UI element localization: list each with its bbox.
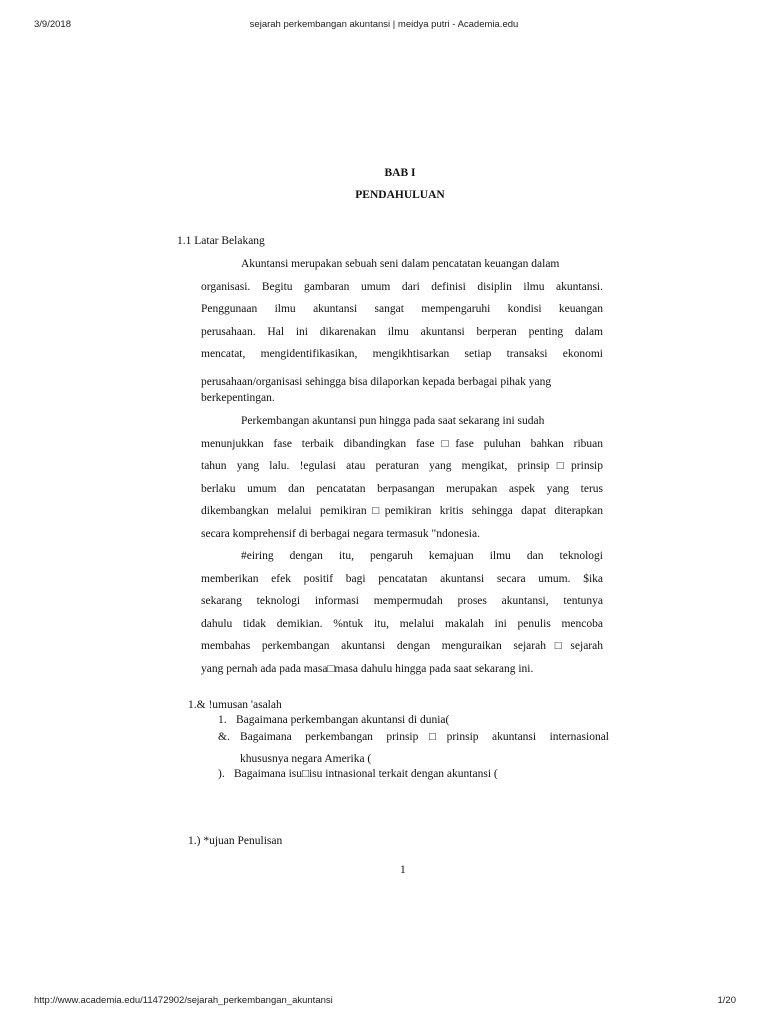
paragraph-2 <box>201 410 603 545</box>
list-item-text: Bagaimana isu□isu intnasional terkait dengan akuntansi ( <box>234 768 498 780</box>
paragraph-3 <box>201 545 603 680</box>
print-page-title: sejarah perkembangan akuntansi | meidya putri - Academia.edu <box>249 19 519 30</box>
list-marker: &. <box>218 731 230 743</box>
section-heading-latar-belakang: 1.1 Latar Belakang <box>177 235 265 247</box>
paragraph-line: dikembangkan melalui pemikiran□pemikiran kritis sehingga dapat diterapkan <box>201 505 603 517</box>
paragraph-line: membahas perkembangan akuntansi dengan menguraikan sejarah□sejarah <box>201 640 603 652</box>
list-item-text: khususnya negara Amerika ( <box>240 753 372 765</box>
list-item-text: Bagaimana perkembangan prinsip□prinsip akuntansi internasional <box>240 731 609 743</box>
paragraph-line: perusahaan/organisasi sehingga bisa dilaporkan kepada berbagai pihak yang <box>201 376 552 388</box>
paragraph-1-tail <box>201 374 603 406</box>
paragraph-line: perusahaan. Hal ini dikarenakan ilmu akuntansi berperan penting dalam <box>201 325 603 338</box>
paragraph-line: Penggunaan ilmu akuntansi sangat mempengaruhi kondisi keuangan <box>201 303 603 315</box>
paragraph-line: sekarang teknologi informasi mempermudah proses akuntansi, tentunya <box>201 595 603 607</box>
paragraph-line: Akuntansi merupakan sebuah seni dalam pencatatan keuangan dalam <box>241 258 560 270</box>
paragraph-line: memberikan efek positif bagi pencatatan akuntansi secara umum. $ika <box>201 572 603 585</box>
chapter-title: PENDAHULUAN <box>355 189 445 201</box>
paragraph-line: dahulu tidak demikian. %ntuk itu, melalui makalah ini penulis mencoba <box>201 617 603 630</box>
section-heading-rumusan-masalah: 1.& !umusan 'asalah <box>188 699 282 711</box>
list-marker: 1. <box>218 714 227 726</box>
paragraph-line: secara komprehensif di berbagai negara termasuk "ndonesia. <box>201 527 480 540</box>
paragraph-line: menunjukkan fase terbaik dibandingkan fase□fase puluhan bahkan ribuan <box>201 437 603 450</box>
paragraph-line: #eiring dengan itu, pengaruh kemajuan ilmu dan teknologi <box>241 550 603 562</box>
chapter-label: BAB I <box>384 167 416 179</box>
print-page-count: 1/20 <box>717 995 736 1006</box>
paragraph-line: yang pernah ada pada masa□masa dahulu hingga pada saat sekarang ini. <box>201 662 534 675</box>
paragraph-line: berlaku umum dan pencatatan berpasangan merupakan aspek yang terus <box>201 482 603 495</box>
list-item-text: Bagaimana perkembangan akuntansi di dunia( <box>236 714 450 726</box>
paragraph-line: mencatat, mengidentifikasikan, mengikhtisarkan setiap transaksi ekonomi <box>201 348 603 360</box>
print-url: http://www.academia.edu/11472902/sejarah_perkembangan_akuntansi <box>34 995 333 1006</box>
document-page-number: 1 <box>400 864 406 876</box>
paragraph-line: tahun yang lalu. !egulasi atau peraturan yang mengikat, prinsip□prinsip <box>201 460 603 472</box>
section-heading-tujuan-penulisan: 1.) *ujuan Penulisan <box>188 835 283 847</box>
paragraph-1 <box>201 253 603 366</box>
paragraph-line: berkepentingan. <box>201 392 275 404</box>
paragraph-line: Perkembangan akuntansi pun hingga pada saat sekarang ini sudah <box>241 415 545 427</box>
print-date: 3/9/2018 <box>34 19 71 30</box>
list-marker: ). <box>218 768 225 780</box>
paragraph-line: organisasi. Begitu gambaran umum dari definisi disiplin ilmu akuntansi. <box>201 280 603 293</box>
